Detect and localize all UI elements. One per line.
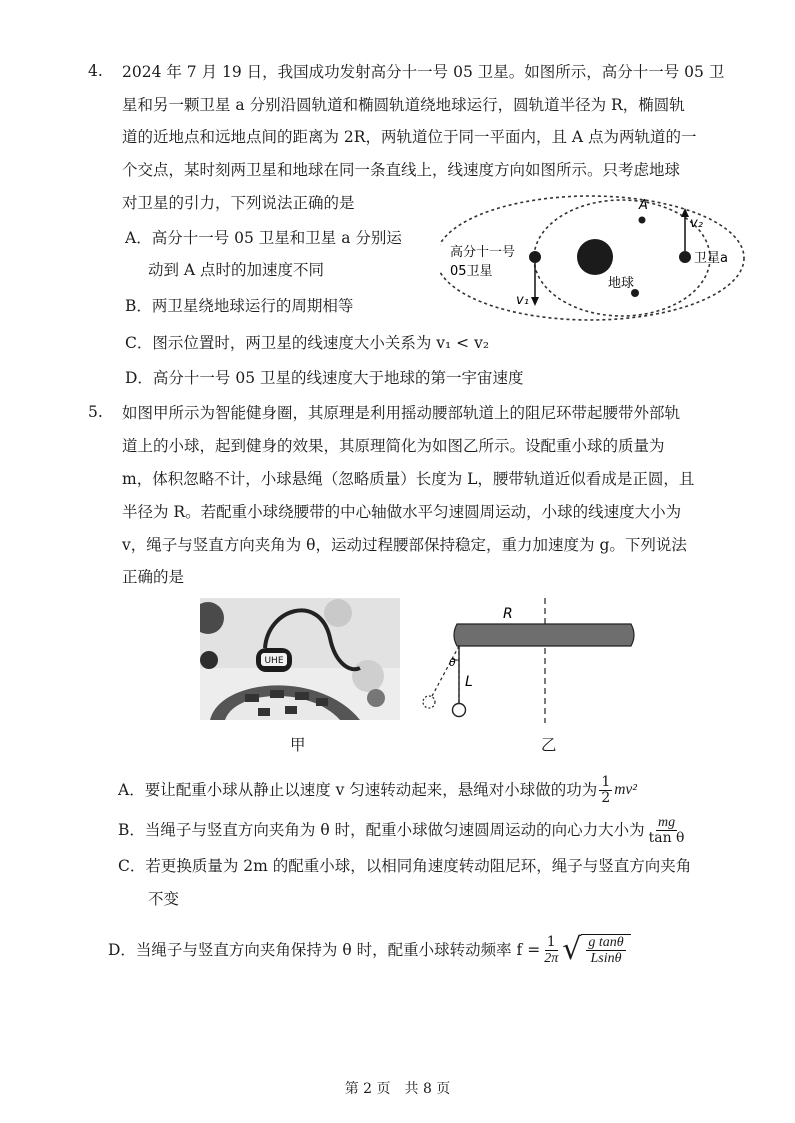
numerator: 1: [546, 933, 556, 950]
radicand: [581, 934, 630, 966]
fraction: [586, 935, 625, 966]
q5-option-a: [118, 770, 637, 810]
q5-stem-line-6: 正确的是: [122, 568, 185, 586]
q4-stem-line-2: 星和另一颗卫星 a 分别沿圆轨道和椭圆轨道绕地球运行，圆轨道半径为 R，椭圆轨: [122, 96, 685, 114]
q4-option-b: B．两卫星绕地球运行的周期相等: [125, 297, 354, 315]
q5-stem-line-3: m，体积忽略不计，小球悬绳（忽略质量）长度为 L，腰带轨道近似看成是正圆，且: [122, 470, 695, 488]
earth-icon: [577, 239, 613, 275]
q5-stem-line-5: v，绳子与竖直方向夹角为 θ，运动过程腰部保持稳定，重力加速度为 g。下列说法: [122, 536, 687, 554]
label-v1: v₁: [516, 293, 529, 308]
numerator: 1: [601, 773, 611, 790]
denominator: 2π: [544, 950, 559, 966]
numerator: g tanθ: [588, 935, 624, 950]
q4-stem-line-1: 2024 年 7 月 19 日，我国成功发射高分十一号 05 卫星。如图所示，高分十一号 05 卫: [122, 63, 725, 81]
q4-stem-line-3: 道的近地点和远地点间的距离为 2R，两轨道位于同一平面内，且 A 点为两轨道的一: [122, 128, 697, 146]
q4-option-c: C．图示位置时，两卫星的线速度大小关系为 v₁ < v₂: [125, 334, 490, 352]
counter-text: UHE: [264, 656, 284, 666]
q4-stem-line-5: 对卫星的引力，下列说法正确的是: [122, 194, 355, 212]
fraction: [599, 775, 612, 806]
denominator: 2: [601, 789, 611, 806]
fraction: [542, 935, 560, 966]
v1-arrowhead-icon: [531, 297, 539, 306]
point-a-dot: [639, 217, 646, 224]
q5-option-b-text: B．当绳子与竖直方向夹角为 θ 时，配重小球做匀速圆周运动的向心力大小为: [118, 821, 645, 839]
ball-icon: [352, 660, 384, 692]
ball-icon: [367, 689, 385, 707]
q4-stem-line-4: 个交点，某时刻两卫星和地球在同一条直线上，线速度方向如图所示。只考虑地球: [122, 161, 681, 179]
q4-option-d: D．高分十一号 05 卫星的线速度大于地球的第一宇宙速度: [125, 369, 524, 387]
figure-label-yi: 乙: [541, 736, 557, 754]
label-r: R: [503, 606, 513, 622]
label-v2: v₂: [690, 216, 703, 231]
q5-option-d: [108, 926, 631, 974]
label-satellite-05-2: 05卫星: [450, 264, 493, 279]
q4-option-a-line-2: 动到 A 点时的加速度不同: [148, 261, 325, 279]
radical-sign-icon: √: [562, 932, 582, 967]
satellite-a-dot: [679, 251, 691, 263]
satellite-05-dot: [529, 251, 541, 263]
q5-option-d-text: D．当绳子与竖直方向夹角保持为 θ 时，配重小球转动频率 f =: [108, 941, 541, 959]
q5-stem-line-4: 半径为 R。若配重小球绕腰带的中心轴做水平匀速圆周运动，小球的线速度大小为: [122, 503, 682, 521]
swung-rope: [431, 646, 459, 698]
q5-option-c-line-2: 不变: [148, 890, 180, 908]
ball-icon: [453, 704, 466, 717]
schematic-diagram: [405, 598, 645, 723]
question-number: 5.: [88, 403, 103, 421]
q5-option-a-text: A．要让配重小球从静止以速度 v 匀速转动起来，悬绳对小球做的功为: [118, 781, 598, 799]
label-l: L: [465, 674, 473, 690]
orbit-diagram: [440, 190, 770, 330]
question-number: 4.: [88, 62, 103, 80]
label-satellite-05-1: 高分十一号: [450, 245, 516, 260]
page-footer: 第 2 页 共 8 页: [344, 1081, 451, 1097]
q5-stem-line-2: 道上的小球，起到健身的效果，其原理简化为如图乙所示。设配重小球的质量为: [122, 437, 665, 455]
label-earth: 地球: [608, 276, 635, 291]
label-point-a: A: [639, 198, 648, 213]
label-satellite-a: 卫星a: [694, 251, 728, 266]
q4-option-a-line-1: A．高分十一号 05 卫星和卫星 a 分别运: [125, 229, 402, 247]
numerator: mg: [657, 814, 676, 830]
figure-label-jia: 甲: [290, 736, 306, 754]
swung-ball-icon: [423, 696, 435, 708]
ball-icon: [324, 599, 352, 627]
q5-option-c-line-1: C．若更换质量为 2m 的配重小球，以相同角速度转动阻尼环，绳子与竖直方向夹角: [118, 857, 692, 875]
q5-stem-line-1: 如图甲所示为智能健身圈，其原理是利用摇动腰部轨道上的阻尼环带起腰带外部轨: [122, 404, 681, 422]
ball-icon: [200, 651, 218, 669]
formula-tail: mv²: [614, 781, 637, 798]
denominator: tan θ: [648, 829, 685, 846]
square-root: [562, 934, 630, 966]
q5-option-b: [118, 810, 688, 850]
label-theta: θ: [449, 656, 456, 669]
waist-belt: [454, 624, 634, 646]
fitness-ring-photo: [200, 598, 400, 720]
fraction: [647, 815, 687, 846]
denominator: Lsinθ: [590, 951, 622, 966]
